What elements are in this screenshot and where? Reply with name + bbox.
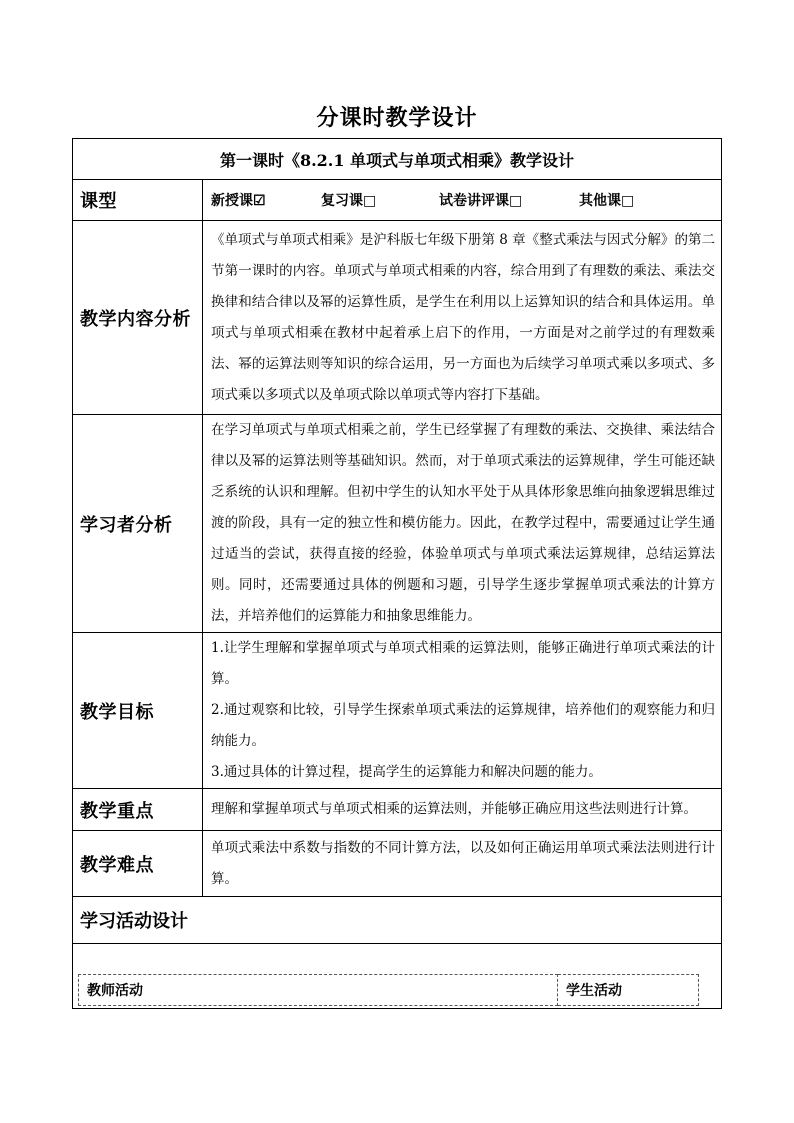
activity-table-row <box>73 944 722 1009</box>
type-row <box>73 180 722 221</box>
type-option-review: 复习课□ <box>321 193 377 209</box>
content-analysis-paragraph: 《单项式与单项式相乘》是沪科版七年级下册第 8 章《整式乘法与因式分解》的第二节第一课时的内容。单项式与单项式相乘的内容，综合用到了有理数的乘法、乘法交换律和结合律以及幂的运算性质，是学生在利用以上运算知识的结合和具体运用。单项式与单项式相乘在教材中起着承上启下的作用，一方面是对之前学过的有理数乘法、幂的运算法则等知识的综合运用，另一方面也为后续学习单项式乘以多项式、多项式乘以多项式以及单项式除以单项式等内容打下基础。 <box>211 231 715 403</box>
activity-title: 学习活动设计 <box>73 897 722 944</box>
goal-item-3: 3.通过具体的计算过程，提高学生的运算能力和解决问题的能力。 <box>211 764 602 780</box>
type-option-new: 新授课☑ <box>211 193 266 209</box>
type-option-exam-review: 试卷讲评课□ <box>439 193 523 209</box>
difficulties-row <box>73 831 722 897</box>
learner-analysis-text <box>203 415 722 633</box>
learner-analysis-paragraph: 在学习单项式与单项式相乘之前，学生已经掌握了有理数的乘法、交换律、乘法结合律以及幂的运算法则等基础知识。然而，对于单项式乘法的运算规律，学生可能还缺乏系统的认识和理解。但初中学生的认知水平处于从具体形象思维向抽象逻辑思维过渡的阶段，具有一定的独立性和模仿能力。因此，在教学过程中，需要通过让学生通过适当的尝试，获得直接的经验，体验单项式与单项式乘法运算规律，总结运算法则。同时，还需要通过具体的例题和习题，引导学生逐步掌握单项式乘法的计算方法，并培养他们的运算能力和抽象思维能力。 <box>211 422 715 624</box>
content-analysis-text <box>203 221 722 415</box>
key-points-text: 理解和掌握单项式与单项式相乘的运算法则，并能够正确应用这些法则进行计算。 <box>203 789 722 831</box>
learner-analysis-row <box>73 415 722 633</box>
activity-table-wrap <box>73 944 721 1008</box>
goals-label: 教学目标 <box>73 633 203 789</box>
activity-header-row <box>79 975 699 1006</box>
activity-table-cell <box>73 944 722 1009</box>
lesson-design-table <box>72 138 722 1009</box>
content-analysis-label: 教学内容分析 <box>73 221 203 415</box>
page-title: 分课时教学设计 <box>316 105 478 131</box>
type-options <box>203 190 721 210</box>
type-option-other: 其他课□ <box>579 193 635 209</box>
lesson-title-row <box>73 139 722 180</box>
lesson-title: 第一课时《8.2.1 单项式与单项式相乘》教学设计 <box>73 139 722 180</box>
goals-text <box>203 633 722 789</box>
teacher-activity-header: 教师活动 <box>79 975 558 1006</box>
type-options-cell <box>203 180 722 221</box>
type-label: 课型 <box>73 180 203 221</box>
difficulties-label: 教学难点 <box>73 831 203 897</box>
content-analysis-row <box>73 221 722 415</box>
learner-analysis-label: 学习者分析 <box>73 415 203 633</box>
goal-item-1: 1.让学生理解和掌握单项式与单项式相乘的运算法则，能够正确进行单项式乘法的计算。 <box>211 640 715 687</box>
key-points-label: 教学重点 <box>73 789 203 831</box>
goals-row <box>73 633 722 789</box>
difficulties-text: 单项式乘法中系数与指数的不同计算方法，以及如何正确运用单项式乘法法则进行计算。 <box>203 831 722 897</box>
key-points-row <box>73 789 722 831</box>
student-activity-header: 学生活动 <box>558 975 699 1006</box>
goal-item-2: 2.通过观察和比较，引导学生探索单项式乘法的运算规律，培养他们的观察能力和归纳能力。 <box>211 702 715 749</box>
activity-table <box>78 974 699 1006</box>
activity-title-row <box>73 897 722 944</box>
